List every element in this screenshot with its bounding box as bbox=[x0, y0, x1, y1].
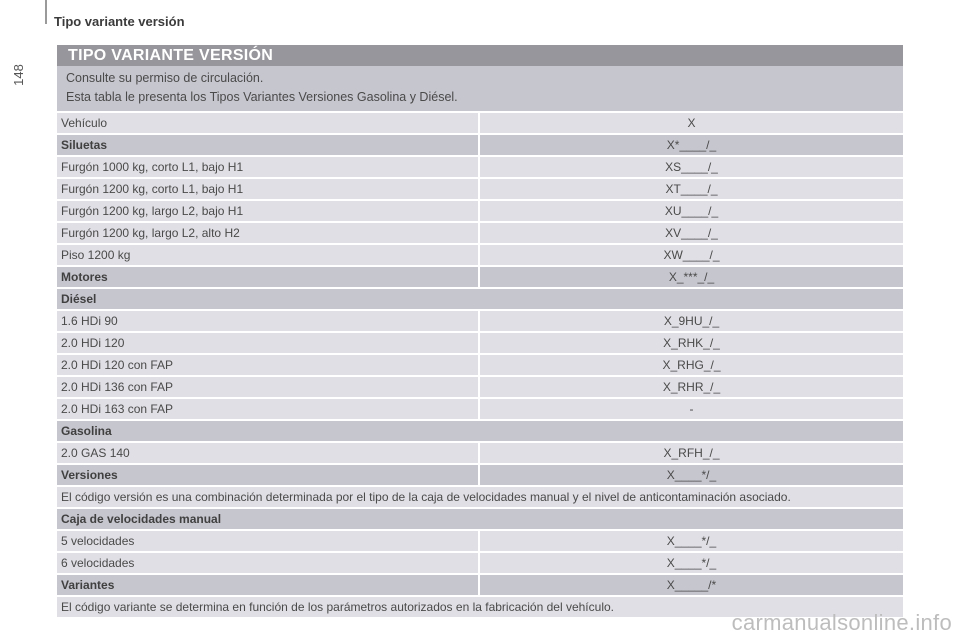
intro-line: Consulte su permiso de circulación. bbox=[66, 71, 264, 85]
table-row bbox=[57, 311, 903, 331]
row-value: - bbox=[480, 399, 903, 419]
table-intro bbox=[57, 66, 903, 111]
row-value: XW____/_ bbox=[480, 245, 903, 265]
section-label: Variantes bbox=[57, 575, 478, 595]
table-row bbox=[57, 443, 903, 463]
section-row bbox=[57, 267, 903, 287]
row-label: 2.0 HDi 120 con FAP bbox=[57, 355, 478, 375]
section-label: Versiones bbox=[57, 465, 478, 485]
table-row bbox=[57, 355, 903, 375]
note-row bbox=[57, 487, 903, 507]
row-value: X_RHR_/_ bbox=[480, 377, 903, 397]
row-label: 2.0 HDi 120 bbox=[57, 333, 478, 353]
section-label: Diésel bbox=[57, 289, 903, 309]
section-label: Motores bbox=[57, 267, 478, 287]
version-table bbox=[57, 45, 903, 619]
section-label: Caja de velocidades manual bbox=[57, 509, 903, 529]
row-value: XT____/_ bbox=[480, 179, 903, 199]
section-row bbox=[57, 135, 903, 155]
row-value: X_***_/_ bbox=[480, 267, 903, 287]
note-text: El código versión es una combinación determinada por el tipo de la caja de velocidades manual y el nivel de anticontaminación asociado. bbox=[57, 487, 903, 507]
margin-rule bbox=[45, 0, 47, 24]
watermark: carmanualsonline.info bbox=[731, 610, 952, 635]
row-label: Furgón 1200 kg, largo L2, alto H2 bbox=[57, 223, 478, 243]
row-value: X_RHG_/_ bbox=[480, 355, 903, 375]
table-row bbox=[57, 179, 903, 199]
row-label: Vehículo bbox=[57, 113, 478, 133]
section-label: Gasolina bbox=[57, 421, 903, 441]
row-value: X_RHK_/_ bbox=[480, 333, 903, 353]
row-label: Piso 1200 kg bbox=[57, 245, 478, 265]
row-value: X____*/_ bbox=[480, 465, 903, 485]
note-text: El código variante se determina en función de los parámetros autorizados en la fabricación del vehículo. bbox=[57, 597, 903, 617]
table-row bbox=[57, 201, 903, 221]
row-value: X*____/_ bbox=[480, 135, 903, 155]
section-header-title: Tipo variante versión bbox=[54, 14, 185, 29]
section-label: Siluetas bbox=[57, 135, 478, 155]
table-row bbox=[57, 245, 903, 265]
row-label: Furgón 1200 kg, corto L1, bajo H1 bbox=[57, 179, 478, 199]
row-label: 6 velocidades bbox=[57, 553, 478, 573]
section-row bbox=[57, 421, 903, 441]
section-row bbox=[57, 289, 903, 309]
row-value: XS____/_ bbox=[480, 157, 903, 177]
table-row bbox=[57, 157, 903, 177]
table-row bbox=[57, 377, 903, 397]
row-value: X_9HU_/_ bbox=[480, 311, 903, 331]
row-label: Furgón 1200 kg, largo L2, bajo H1 bbox=[57, 201, 478, 221]
section-row bbox=[57, 575, 903, 595]
table-row bbox=[57, 399, 903, 419]
row-label: 2.0 HDi 136 con FAP bbox=[57, 377, 478, 397]
row-label: 2.0 GAS 140 bbox=[57, 443, 478, 463]
table-row bbox=[57, 531, 903, 551]
row-label: 1.6 HDi 90 bbox=[57, 311, 478, 331]
row-value: X_____/* bbox=[480, 575, 903, 595]
table-title: TIPO VARIANTE VERSIÓN bbox=[57, 45, 903, 66]
table-row bbox=[57, 553, 903, 573]
row-value: X_RFH_/_ bbox=[480, 443, 903, 463]
page-number: 148 bbox=[11, 64, 26, 86]
table-row bbox=[57, 113, 903, 133]
table-row bbox=[57, 223, 903, 243]
row-label: Furgón 1000 kg, corto L1, bajo H1 bbox=[57, 157, 478, 177]
row-value: XV____/_ bbox=[480, 223, 903, 243]
row-value: X____*/_ bbox=[480, 553, 903, 573]
row-value: X bbox=[480, 113, 903, 133]
section-row bbox=[57, 465, 903, 485]
row-value: X____*/_ bbox=[480, 531, 903, 551]
row-label: 2.0 HDi 163 con FAP bbox=[57, 399, 478, 419]
row-label: 5 velocidades bbox=[57, 531, 478, 551]
row-value: XU____/_ bbox=[480, 201, 903, 221]
section-row bbox=[57, 509, 903, 529]
intro-line: Esta tabla le presenta los Tipos Variantes Versiones Gasolina y Diésel. bbox=[66, 90, 458, 104]
table-row bbox=[57, 333, 903, 353]
